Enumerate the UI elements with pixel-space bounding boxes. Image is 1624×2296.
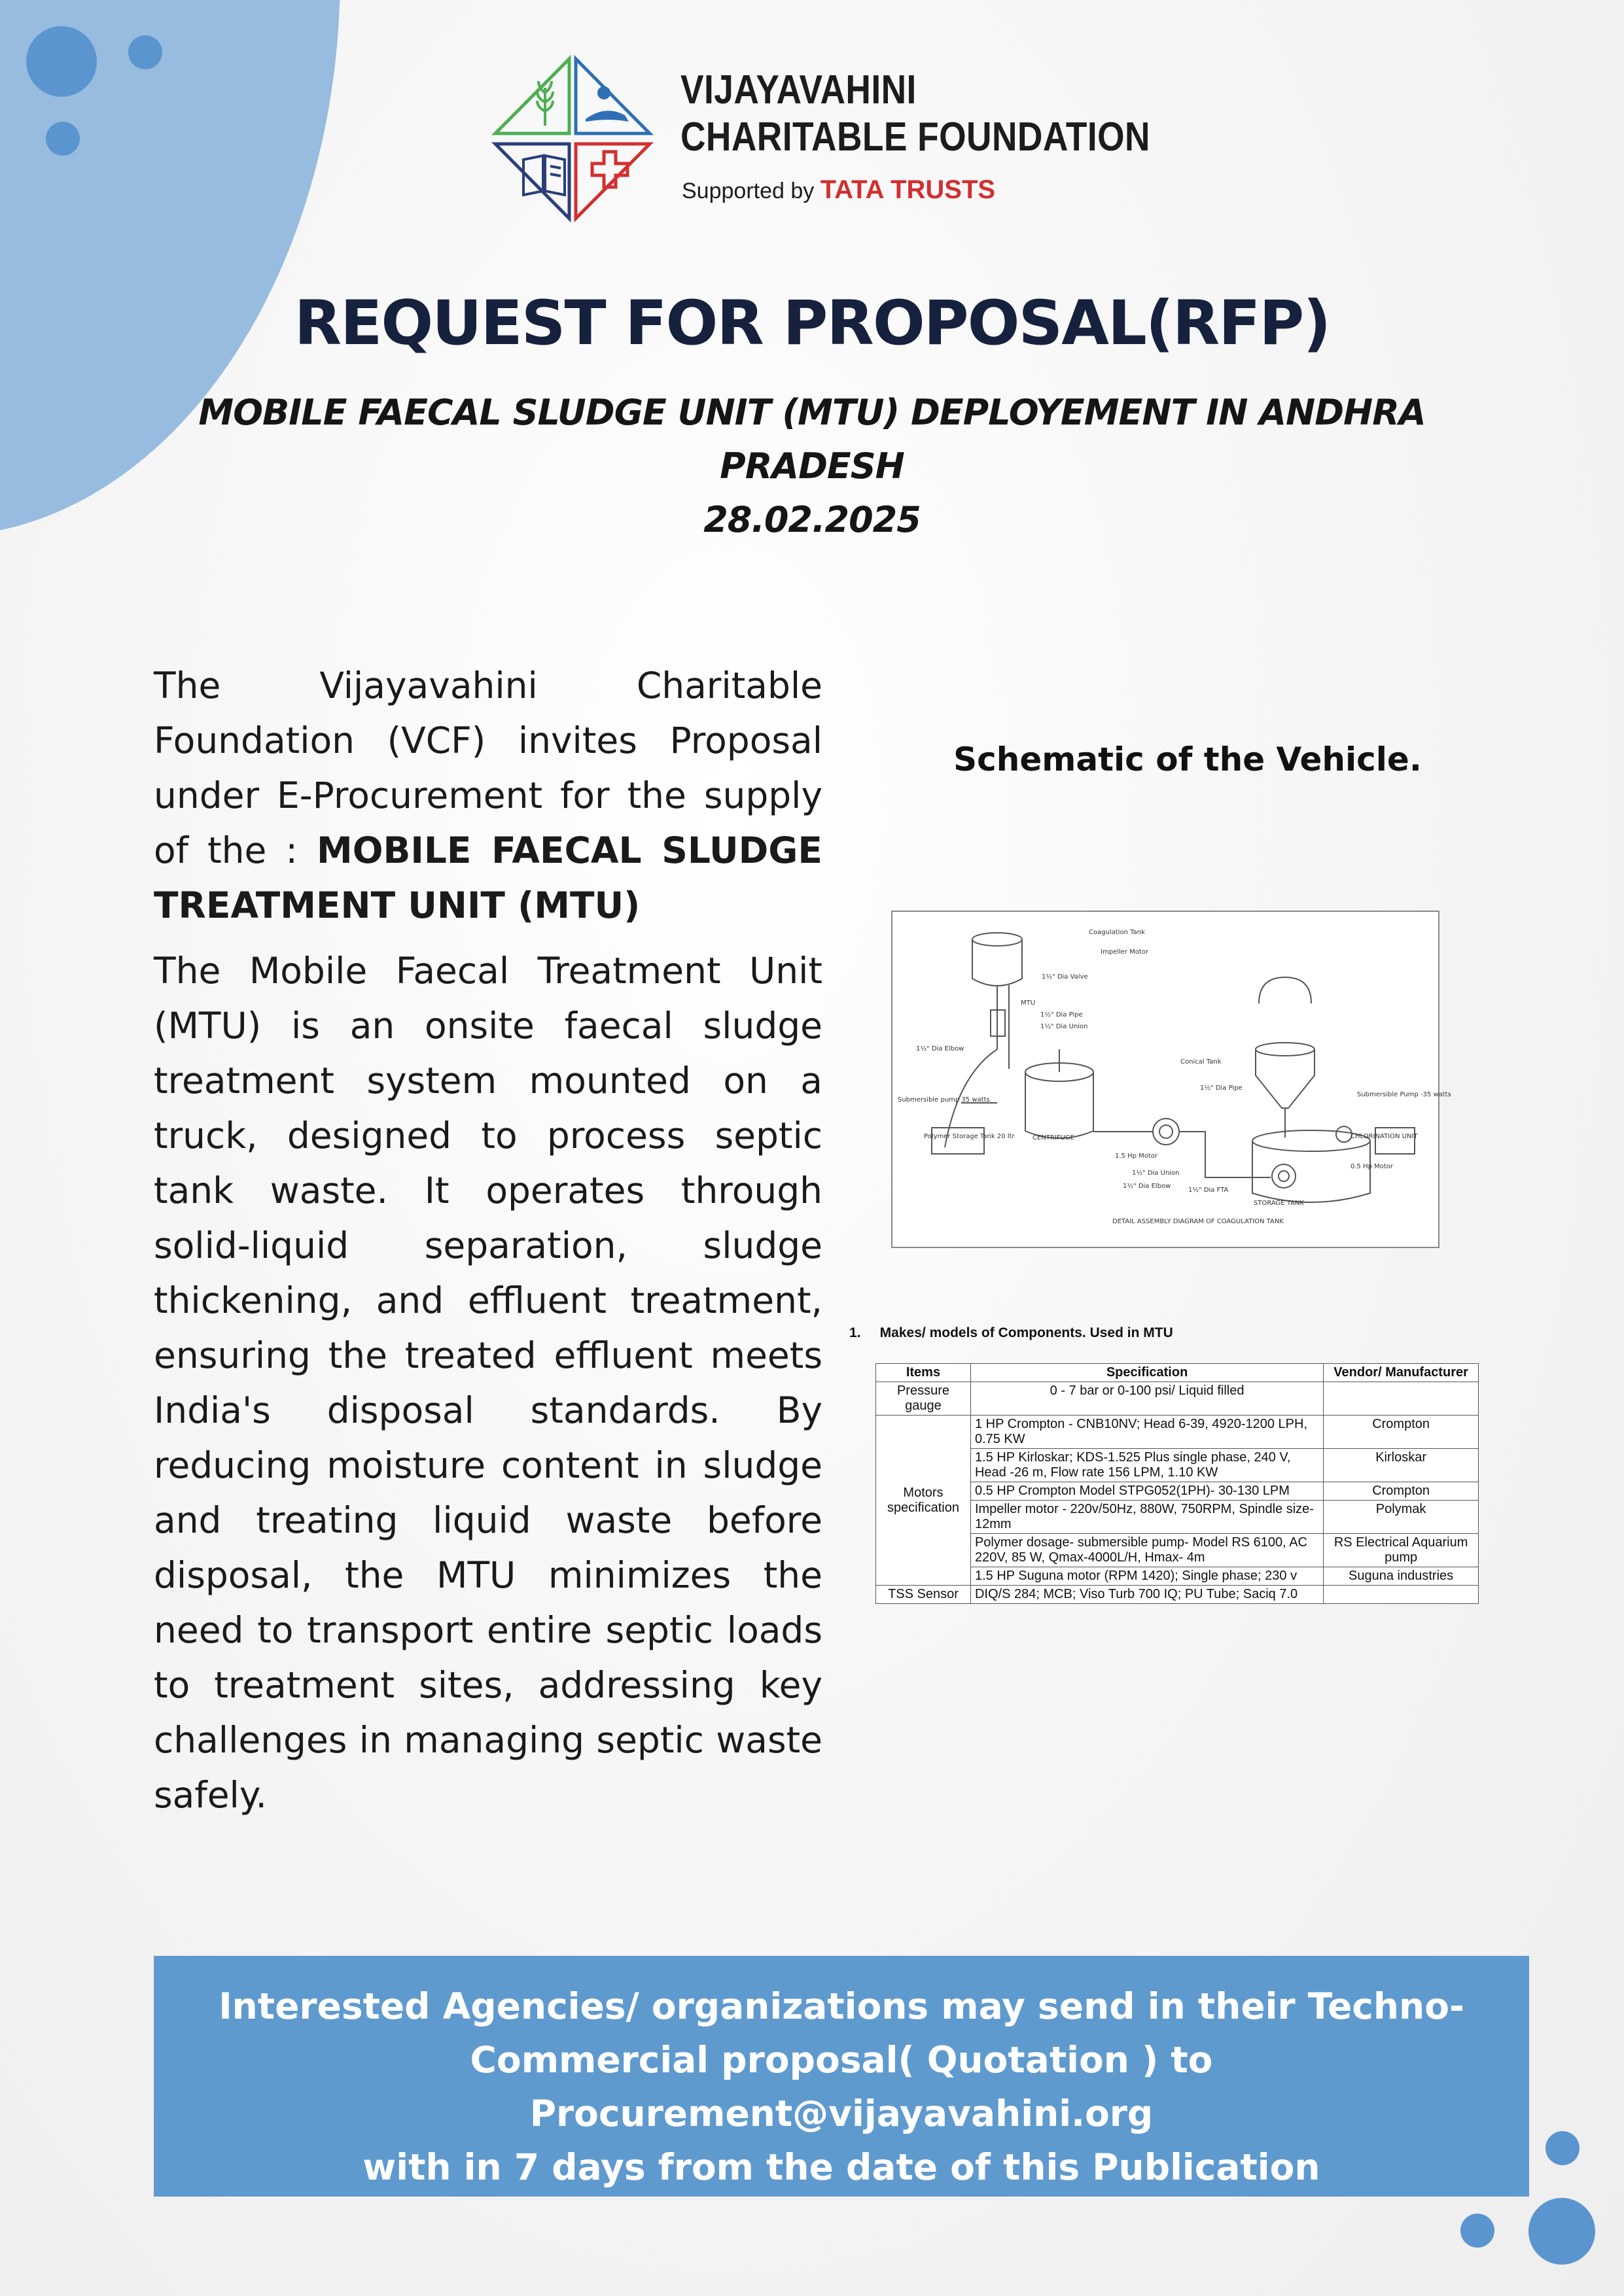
foundation-name-line2: CHARITABLE FOUNDATION: [680, 114, 1150, 160]
description-paragraph: The Mobile Faecal Treatment Unit (MTU) is an onsite faecal sludge treatment system mounted on a truck, designed to process septic tank waste. It operates through solid-liquid separation, sludge thickening, and effluent treatment, ensuring the treated effluent meets India's disposal standards. By reducing moisture content in sludge and treating liquid waste before disposal, the MTU minimizes the need to transport entire septic loads to treatment sites, addressing key challenges in managing septic waste safely.: [154, 950, 822, 1816]
table-header-row: [876, 1364, 1479, 1382]
supported-by-label: Supported by: [682, 179, 815, 203]
intro-text: The Vijayavahini Charitable Foundation (VCF) invites Proposal under E-Procurement for the supply of the :: [154, 665, 822, 871]
schematic-label: 1½" Dia Elbow: [916, 1045, 964, 1052]
foundation-name-line1: VIJAYAVAHINI: [680, 67, 917, 113]
page-subtitle: [157, 386, 1467, 547]
contact-line2: Commercial proposal( Quotation ) to Procurement@vijayavahini.org: [470, 2039, 1213, 2134]
table-cell: DIQ/S 284; MCB; Viso Turb 700 IQ; PU Tube; Saciq 7.0: [970, 1586, 1323, 1604]
schematic-label: 1.5 Hp Motor: [1115, 1153, 1158, 1160]
schematic-label: 1½" Dia Valve: [1042, 973, 1088, 981]
decorative-dot: [26, 26, 97, 97]
schematic-label: Submersible pump 35 watts: [898, 1096, 990, 1104]
table-cell: Suguna industries: [1324, 1567, 1479, 1586]
schematic-title: DETAIL ASSEMBLY DIAGRAM OF COAGULATION TANK: [1112, 1218, 1284, 1225]
table-cell: [1324, 1586, 1479, 1604]
supported-by: [682, 175, 995, 205]
components-table: [875, 1363, 1479, 1604]
schematic-caption: Schematic of the Vehicle.: [953, 740, 1422, 778]
table-cell: Pressure gauge: [876, 1382, 971, 1416]
publication-date: 28.02.2025: [703, 499, 921, 540]
intro-paragraph: [154, 658, 822, 933]
subtitle-line2: PRADESH: [720, 445, 904, 487]
intro-bold-product: MOBILE FAECAL SLUDGE TREATMENT UNIT (MTU): [154, 829, 822, 926]
schematic-label: Polymer Storage Tank 20 ltr: [924, 1133, 1015, 1140]
table-cell: Motors specification: [876, 1416, 971, 1586]
schematic-label: Coagulation Tank: [1089, 929, 1145, 936]
table-cell: Impeller motor - 220v/50Hz, 880W, 750RPM, Spindle size-12mm: [970, 1501, 1323, 1534]
page-title: REQUEST FOR PROPOSAL(RFP): [294, 288, 1330, 359]
schematic-label: 1½" Dia FTA: [1188, 1187, 1229, 1194]
decorative-dot: [46, 122, 80, 156]
schematic-label: 1½" Dia Pipe: [1200, 1085, 1243, 1092]
schematic-label: 0.5 Hp Motor: [1350, 1163, 1394, 1170]
table-cell: TSS Sensor: [876, 1586, 971, 1604]
decorative-dot: [1528, 2198, 1595, 2265]
table-row: [876, 1382, 1479, 1416]
foundation-name: [680, 67, 1150, 161]
schematic-label: Conical Tank: [1180, 1058, 1222, 1066]
schematic-label: CENTRIFUGE: [1033, 1134, 1074, 1141]
schematic-label: 1½" Dia Pipe: [1040, 1011, 1083, 1018]
table-cell: Kirloskar: [1324, 1449, 1479, 1482]
column-header: Specification: [970, 1364, 1323, 1382]
schematic-label: Impeller Motor: [1101, 948, 1149, 956]
schematic-label: 1½" Dia Union: [1040, 1023, 1088, 1030]
column-header: Items: [876, 1364, 971, 1382]
table-cell: 1.5 HP Suguna motor (RPM 1420); Single phase; 230 v: [970, 1567, 1323, 1586]
schematic-label: MTU: [1021, 1000, 1036, 1007]
table-cell: Polymer dosage- submersible pump- Model RS 6100, AC 220V, 85 W, Qmax-4000L/H, Hmax- 4m: [970, 1534, 1323, 1567]
table-cell: Crompton: [1324, 1482, 1479, 1501]
table-cell: Crompton: [1324, 1416, 1479, 1449]
table-cell: [1324, 1382, 1479, 1416]
table-cell: 1 HP Crompton - CNB10NV; Head 6-39, 4920-1200 LPH, 0.75 KW: [970, 1416, 1323, 1449]
table-cell: 1.5 HP Kirloskar; KDS-1.525 Plus single phase, 240 V, Head -26 m, Flow rate 156 LPM, 1.10 KW: [970, 1449, 1323, 1482]
schematic-label: 1½" Dia Union: [1132, 1170, 1180, 1177]
contact-line1: Interested Agencies/ organizations may send in their Techno-: [219, 1985, 1464, 2027]
schematic-label: CHLORINATION UNIT: [1350, 1133, 1418, 1140]
subtitle-line1: MOBILE FAECAL SLUDGE UNIT (MTU) DEPLOYEMENT IN ANDHRA: [198, 392, 1426, 433]
schematic-label: STORAGE TANK: [1254, 1200, 1304, 1207]
supporter-name: TATA TRUSTS: [820, 175, 996, 204]
table-cell: Polymak: [1324, 1501, 1479, 1534]
schematic-label: 1½" Dia Elbow: [1123, 1183, 1171, 1190]
schematic-label: Submersible Pump -35 watts: [1357, 1091, 1451, 1098]
decorative-dot: [128, 35, 162, 69]
contact-banner-text: [154, 1979, 1529, 2194]
vehicle-schematic: [891, 911, 1451, 1248]
table-row: [876, 1586, 1479, 1604]
decorative-dot: [1545, 2131, 1580, 2165]
table-cell: RS Electrical Aquarium pump: [1324, 1534, 1479, 1567]
table-cell: 0.5 HP Crompton Model STPG052(1PH)- 30-130 LPM: [970, 1482, 1323, 1501]
contact-line3: with in 7 days from the date of this Publication: [362, 2146, 1320, 2188]
components-caption: 1. Makes/ models of Components. Used in MTU: [849, 1325, 1173, 1340]
column-header: Vendor/ Manufacturer: [1324, 1364, 1479, 1382]
table-cell: 0 - 7 bar or 0-100 psi/ Liquid filled: [970, 1382, 1323, 1416]
foundation-logo-icon: [487, 54, 658, 224]
table-row: [876, 1416, 1479, 1449]
decorative-dot: [1460, 2214, 1494, 2248]
